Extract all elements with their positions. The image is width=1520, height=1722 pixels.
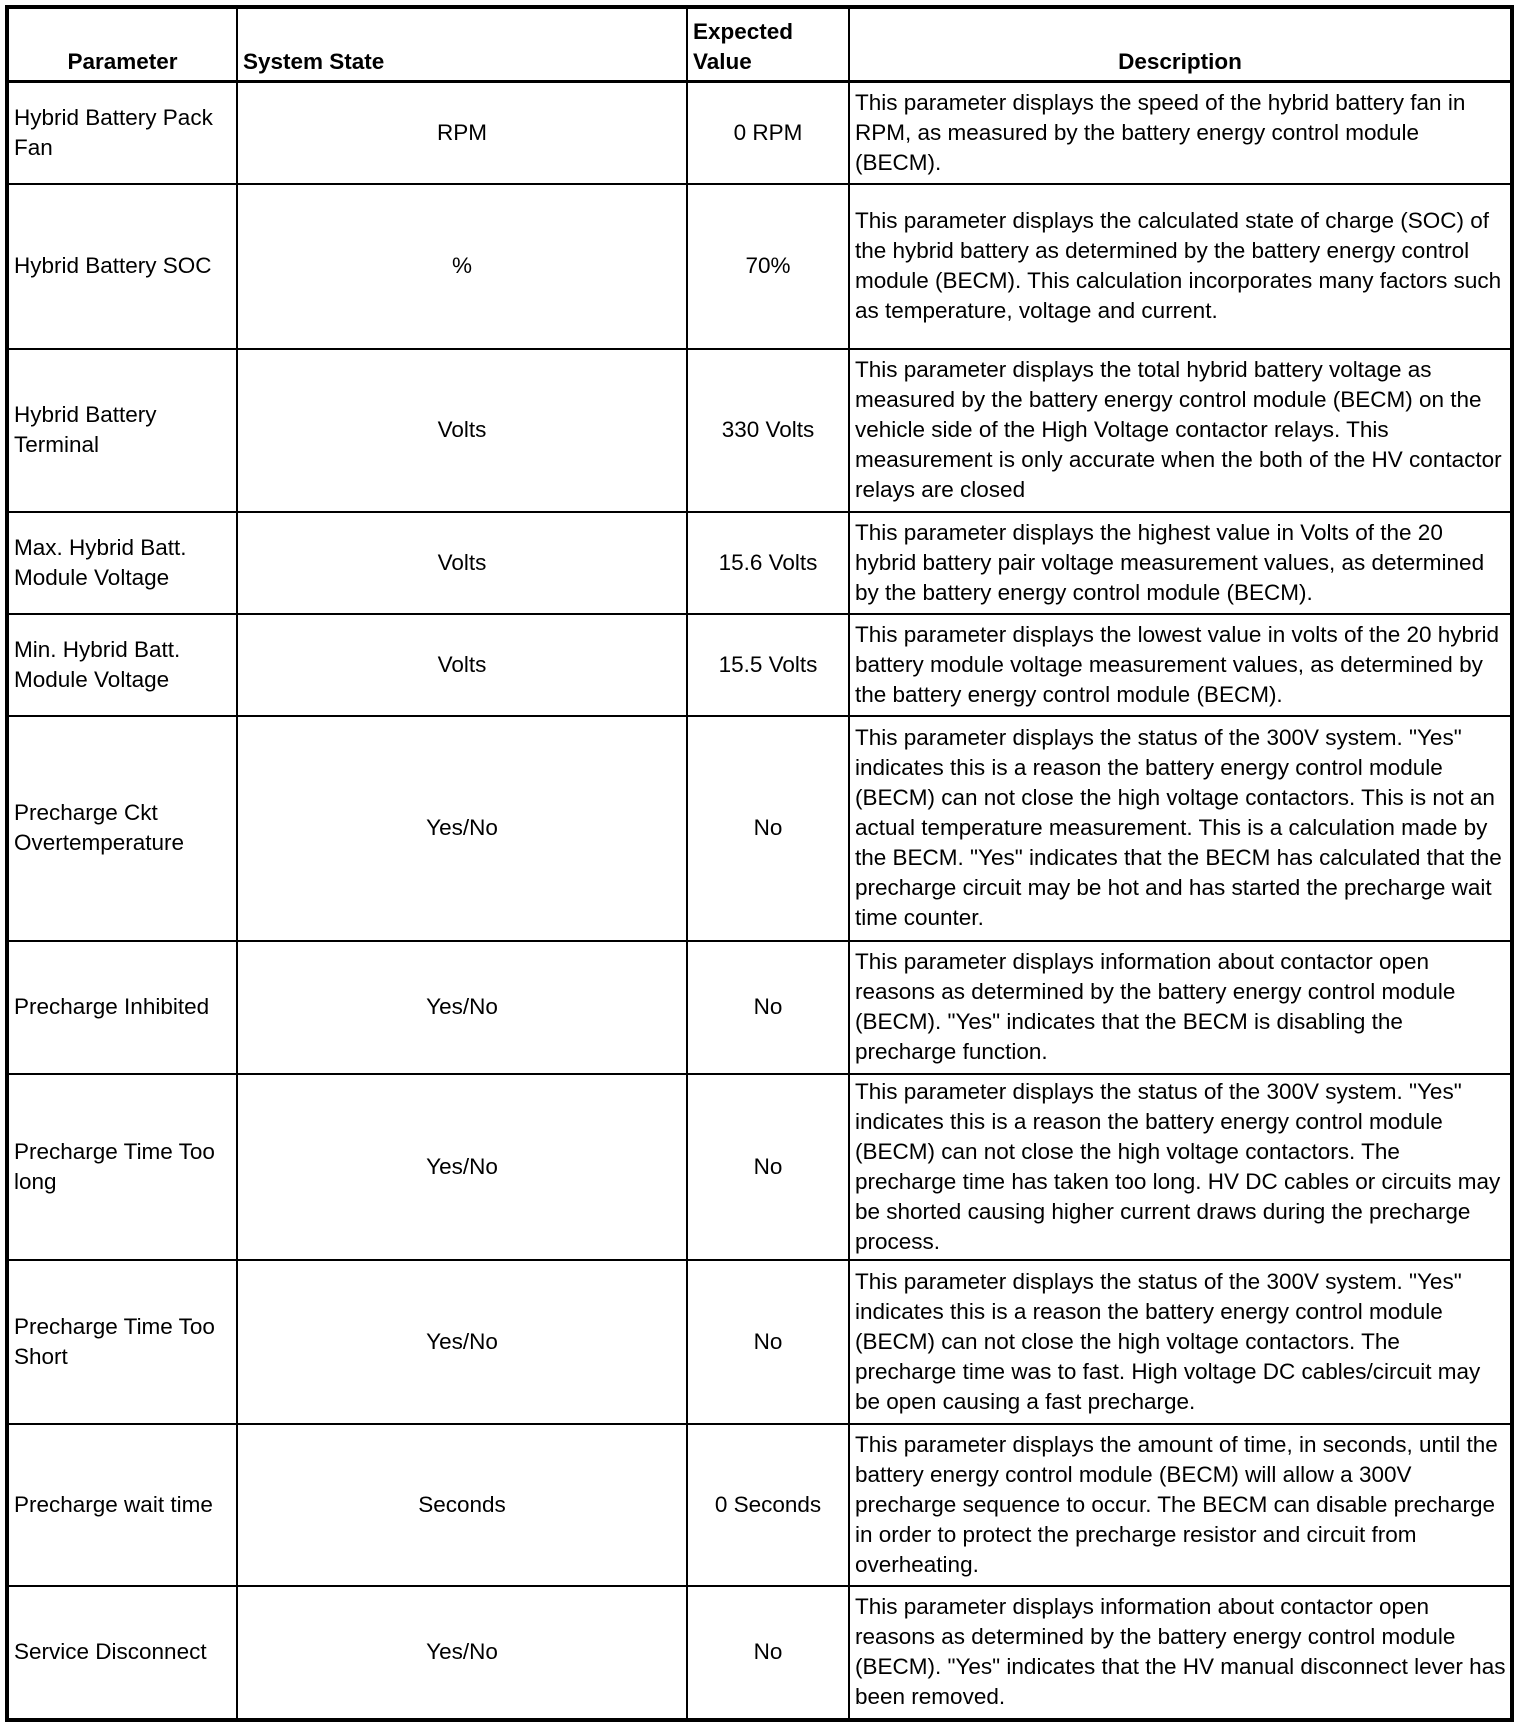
- cell-expected-value: 0 Seconds: [687, 1424, 849, 1586]
- cell-parameter: Hybrid Battery SOC: [7, 184, 237, 349]
- cell-expected-value: No: [687, 1260, 849, 1424]
- cell-system-state: Volts: [237, 512, 687, 614]
- cell-parameter: Precharge Time Too Short: [7, 1260, 237, 1424]
- cell-description: This parameter displays information about contactor open reasons as determined by the battery energy control module (BECM). "Yes" indicates that the HV manual disconnect lever has been removed.: [849, 1586, 1512, 1720]
- cell-expected-value: 0 RPM: [687, 82, 849, 184]
- table-row: [7, 349, 1512, 512]
- cell-expected-value: No: [687, 1074, 849, 1260]
- table-row: [7, 716, 1512, 941]
- header-system-state: System State: [237, 7, 687, 82]
- cell-expected-value: 70%: [687, 184, 849, 349]
- cell-parameter: Precharge Inhibited: [7, 941, 237, 1074]
- cell-description: This parameter displays the lowest value in volts of the 20 hybrid battery module voltage measurement values, as determined by the battery energy control module (BECM).: [849, 614, 1512, 716]
- cell-system-state: Yes/No: [237, 1586, 687, 1720]
- cell-description: This parameter displays the status of the 300V system. "Yes" indicates this is a reason the battery energy control module (BECM) can not close the high voltage contactors. This is not an actual temperature measurement. This is a calculation made by the BECM. "Yes" indicates that the BECM has calculated that the precharge circuit may be hot and has started the precharge wait time counter.: [849, 716, 1512, 941]
- cell-description: This parameter displays the highest value in Volts of the 20 hybrid battery pair voltage measurement values, as determined by the battery energy control module (BECM).: [849, 512, 1512, 614]
- header-row: [7, 7, 1512, 82]
- header-description: Description: [849, 7, 1512, 82]
- table-body: [7, 82, 1512, 1720]
- table-row: [7, 184, 1512, 349]
- cell-system-state: Yes/No: [237, 1074, 687, 1260]
- cell-description: This parameter displays the status of the 300V system. "Yes" indicates this is a reason the battery energy control module (BECM) can not close the high voltage contactors. The precharge time has taken too long. HV DC cables or circuits may be shorted causing higher current draws during the precharge process.: [849, 1074, 1512, 1260]
- cell-system-state: Yes/No: [237, 1260, 687, 1424]
- table-header: [7, 7, 1512, 82]
- cell-parameter: Max. Hybrid Batt. Module Voltage: [7, 512, 237, 614]
- cell-description: This parameter displays the calculated state of charge (SOC) of the hybrid battery as determined by the battery energy control module (BECM). This calculation incorporates many factors such as temperature, voltage and current.: [849, 184, 1512, 349]
- cell-parameter: Hybrid Battery Terminal: [7, 349, 237, 512]
- table-row: [7, 614, 1512, 716]
- cell-expected-value: No: [687, 1586, 849, 1720]
- cell-expected-value: 15.6 Volts: [687, 512, 849, 614]
- table-row: [7, 1586, 1512, 1720]
- cell-parameter: Precharge Ckt Overtemperature: [7, 716, 237, 941]
- cell-description: This parameter displays information about contactor open reasons as determined by the battery energy control module (BECM). "Yes" indicates that the BECM is disabling the precharge function.: [849, 941, 1512, 1074]
- table-row: [7, 1260, 1512, 1424]
- table-row: [7, 1074, 1512, 1260]
- cell-parameter: Precharge Time Too long: [7, 1074, 237, 1260]
- cell-description: This parameter displays the total hybrid battery voltage as measured by the battery energy control module (BECM) on the vehicle side of the High Voltage contactor relays. This measurement is only accurate when the both of the HV contactor relays are closed: [849, 349, 1512, 512]
- cell-system-state: Volts: [237, 349, 687, 512]
- cell-parameter: Precharge wait time: [7, 1424, 237, 1586]
- cell-expected-value: No: [687, 716, 849, 941]
- header-expected-value: Expected Value: [687, 7, 849, 82]
- cell-parameter: Min. Hybrid Batt. Module Voltage: [7, 614, 237, 716]
- cell-system-state: Yes/No: [237, 716, 687, 941]
- cell-parameter: Hybrid Battery Pack Fan: [7, 82, 237, 184]
- table-row: [7, 941, 1512, 1074]
- cell-parameter: Service Disconnect: [7, 1586, 237, 1720]
- cell-expected-value: No: [687, 941, 849, 1074]
- cell-system-state: RPM: [237, 82, 687, 184]
- cell-expected-value: 330 Volts: [687, 349, 849, 512]
- cell-system-state: Volts: [237, 614, 687, 716]
- table-row: [7, 512, 1512, 614]
- header-parameter: Parameter: [7, 7, 237, 82]
- table-row: [7, 82, 1512, 184]
- cell-description: This parameter displays the speed of the hybrid battery fan in RPM, as measured by the battery energy control module (BECM).: [849, 82, 1512, 184]
- cell-expected-value: 15.5 Volts: [687, 614, 849, 716]
- cell-description: This parameter displays the amount of time, in seconds, until the battery energy control module (BECM) will allow a 300V precharge sequence to occur. The BECM can disable precharge in order to protect the precharge resistor and circuit from overheating.: [849, 1424, 1512, 1586]
- cell-system-state: Seconds: [237, 1424, 687, 1586]
- table-row: [7, 1424, 1512, 1586]
- cell-system-state: Yes/No: [237, 941, 687, 1074]
- cell-description: This parameter displays the status of the 300V system. "Yes" indicates this is a reason the battery energy control module (BECM) can not close the high voltage contactors. The precharge time was to fast. High voltage DC cables/circuit may be open causing a fast precharge.: [849, 1260, 1512, 1424]
- parameter-table: [5, 5, 1514, 1722]
- cell-system-state: %: [237, 184, 687, 349]
